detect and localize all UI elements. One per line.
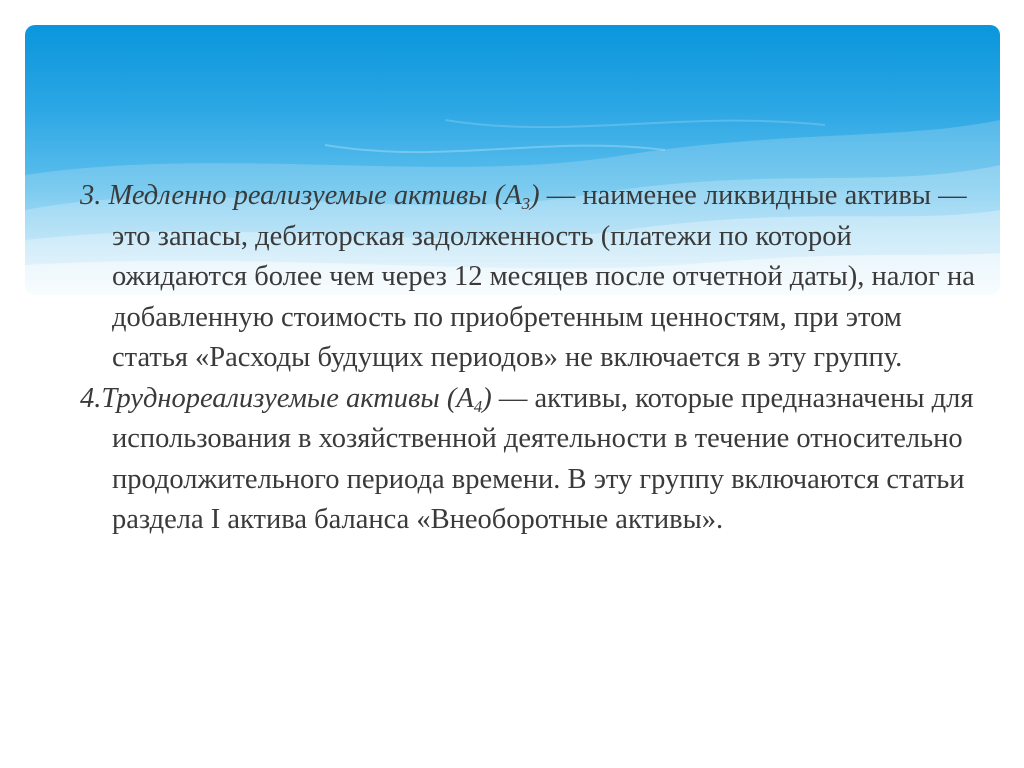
item-subscript: 4 — [473, 396, 483, 416]
item-body: — активы, которые предназначены для использования в хозяйственной деятельности в течение относительно продолжительного периода времени. В эту группу включаются статьи раздела I актива баланса «Внеоборотные активы». — [112, 382, 974, 535]
item-heading: Медленно реализуемые активы (А — [108, 180, 522, 211]
item-heading: Труднореализуемые активы (А — [101, 382, 474, 414]
item-subscript: 3 — [521, 194, 531, 213]
item-body: — наименее ликвидные активы — это запасы, дебиторская задолженность (платежи по которой ожидаются более чем через 12 месяцев после отчетной даты), налог на добавленную стоимость по приобретенным ценностям, при этом статья «Расходы будущих периодов» не включается в эту группу. — [112, 180, 975, 373]
item-heading-close: ) — [530, 180, 540, 211]
list-item-3 — [80, 176, 980, 379]
list-item-4 — [80, 379, 980, 541]
item-number: 4. — [80, 382, 102, 414]
content-text — [80, 176, 980, 541]
item-heading-close: ) — [482, 382, 492, 414]
item-number: 3. — [80, 180, 102, 211]
